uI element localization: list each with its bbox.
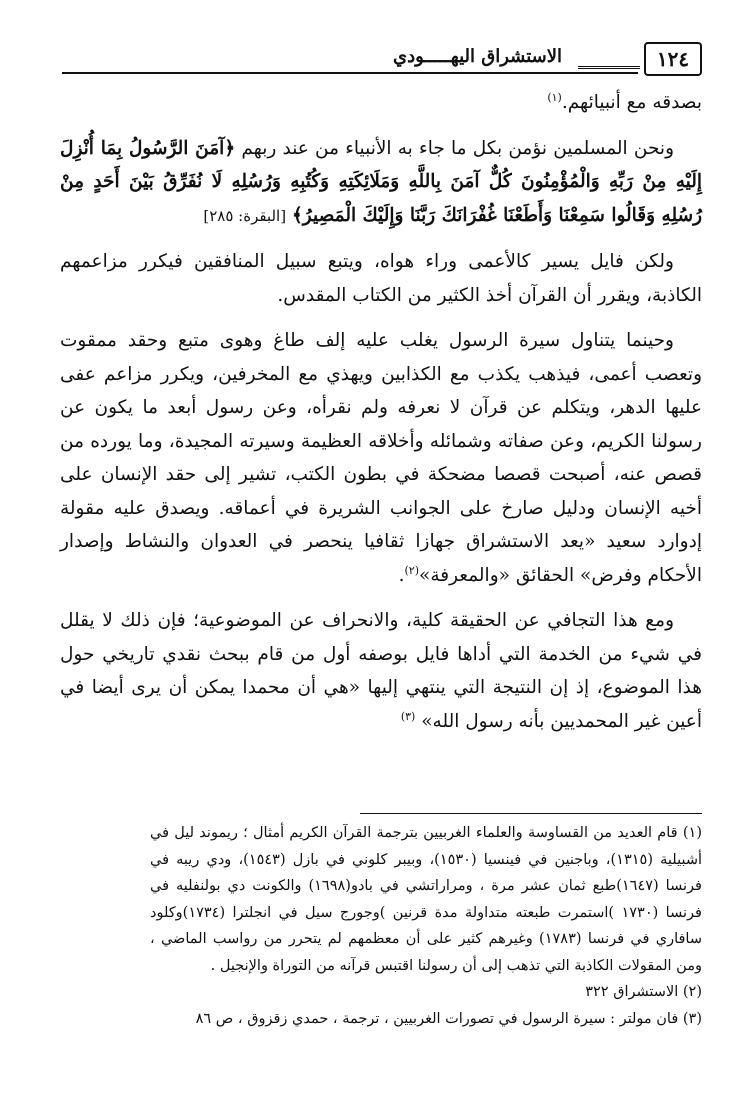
footnote-mark-3: (٣) [400, 709, 416, 723]
header-double-rule [578, 66, 640, 69]
quran-verse: ﴿آمَنَ الرَّسُولُ بِمَا أُنْزِلَ إِلَيْهِ مِنْ رَبِّهِ وَالْمُؤْمِنُونَ كُلٌّ آمَنَ بِاللَّهِ وَمَلَائِكَتِهِ وَكُتُبِهِ وَرُسُلِهِ لَا نُفَرِّقُ بَيْنَ أَحَدٍ مِنْ رُسُلِهِ وَقَالُوا سَمِعْنَا وَأَطَعْنَا غُفْرَانَكَ رَبَّنَا وَإِلَيْكَ الْمَصِيرُ﴾ [60, 137, 702, 226]
footnote-2: (٢) الاستشراق ٣٢٢ [585, 984, 702, 1000]
footnote-3: (٣) فان مولتر : سيرة الرسول في تصورات الغربيين ، ترجمة ، حمدي زقزوق ، ص ٨٦ [195, 1010, 702, 1027]
paragraph-4-text: وحينما يتناول سيرة الرسول يغلب عليه إلف طاغ وهوى متبع وحقد ممقوت وتعصب أعمى، فيذهب يكذب مع الكذابين ويهذي مع المخرفين، ويكرر مزاعم عفى عليها الدهر، ويتكلم عن قرآن لا نعرفه ولم نقرأه، وعن رسول أبعد ما يكون عن رسولنا الكريم، وعن صفاته وشمائله وأخلاقه العظيمة وسيرته المجيدة، وما يورده من قصص عنه، أصبحت قصصا مضحكة في بطون الكتب، تشير إلى حقد الإنسان على أخيه الإنسان ودليل صارخ على الجوانب الشريرة في أعماقه. ويصدق عليه مقولة إدوارد سعيد «يعد الاستشراق جهازا ثقافيا ينحصر في العدوان والنشاط وإصدار الأحكام وفرض» الحقائق «والمعرفة» [60, 330, 702, 586]
paragraph-5 [60, 604, 702, 738]
footnotes [150, 820, 702, 1032]
page-header [62, 40, 702, 80]
paragraph-3: ولكن فايل يسير كالأعمى وراء هواه، ويتبع سبيل المنافقين فيكرر مزاعمهم الكاذبة، ويقرر أن القرآن أخذ الكثير من الكتاب المقدس. [60, 251, 702, 306]
paragraph-2-text: ونحن المسلمين نؤمن بكل ما جاء به الأنبياء من عند ربهم [241, 137, 674, 159]
paragraph-2 [60, 132, 702, 234]
paragraph-1 [60, 86, 702, 120]
footnote-separator [360, 813, 702, 814]
main-text [60, 86, 702, 750]
running-title: الاستشراق اليهـــــودي [393, 46, 562, 67]
verse-reference: [البقرة: ٢٨٥] [203, 206, 287, 225]
paragraph-4: وحينما يتناول سيرة الرسول يغلب عليه إلف طاغ وهوى متبع وحقد ممقوت وتعصب أعمى، فيذهب يكذب مع الكذابين ويهذي مع المخرفين، ويكرر مزاعم عفى عليها الدهر، ويتكلم عن قرآن لا نعرفه ولم نقرأه، وعن رسول أبعد ما يكون عن رسولنا الكريم، وعن صفاته وشمائله وأخلاقه العظيمة وسيرته المجيدة، وما يورده من قصص عنه، أصبحت قصصا مضحكة في بطون الكتب، تشير إلى حقد الإنسان على أخيه الإنسان ودليل صارخ على الجوانب الشريرة في أعماقه. ويصدق عليه مقولة إدوارد سعيد «يعد الاستشراق جهازا ثقافيا ينحصر في العدوان والنشاط وإصدار الأحكام وفرض» الحقائق «والمعرفة»$^{(٢)}$. [60, 330, 702, 586]
paragraph-1-text: بصدقه مع أنبيائهم. [561, 92, 702, 113]
header-rule [62, 72, 638, 74]
footnote-mark-2: (٢) [404, 563, 420, 577]
footnote-1: (١) قام العديد من القساوسة والعلماء الغربيين بترجمة القرآن الكريم أمثال ؛ ريموند ليل في أشبيلية (١٣١٥)، وباجنين في فينسيا (١٥٣٠)، وبيبر كلوني في بازل (١٥٤٣)، ودي ريبه في فرنسا (١٦٤٧)طبع ثمان عشر مرة ، ومراراتشي في بادو(١٦٩٨) والكونت دي بولنفليه في فرنسا (١٧٣٠ )استمرت طبعته متداولة مدة قرنين )وجورج سيل في انجلترا (١٧٣٤)وكلود سافاري في فرنسا (١٧٨٣) وغيرهم كثير على أن معظمهم لم يتحرر من رواسب الماضي ، ومن المقولات الكاذبة التي تذهب إلى أن رسولنا اقتبس قرآنه من التوراة والإنجيل . [150, 825, 703, 974]
paragraph-5-text: ومع هذا التجافي عن الحقيقة كلية، والانحراف عن الموضوعية؛ فإن ذلك لا يقلل في شيء من الخدمة التي أداها فايل بوصفه أول من قام ببحث نقدي تاريخي حول هذا الموضوع، إذ إن النتيجة التي ينتهي إليها «هي أن محمدا يمكن أن يرى أيضا في أعين غير المحمديين بأنه رسول الله» [60, 610, 702, 732]
footnote-mark-1: (١) [547, 90, 562, 104]
page-number: ١٢٤ [644, 42, 702, 76]
